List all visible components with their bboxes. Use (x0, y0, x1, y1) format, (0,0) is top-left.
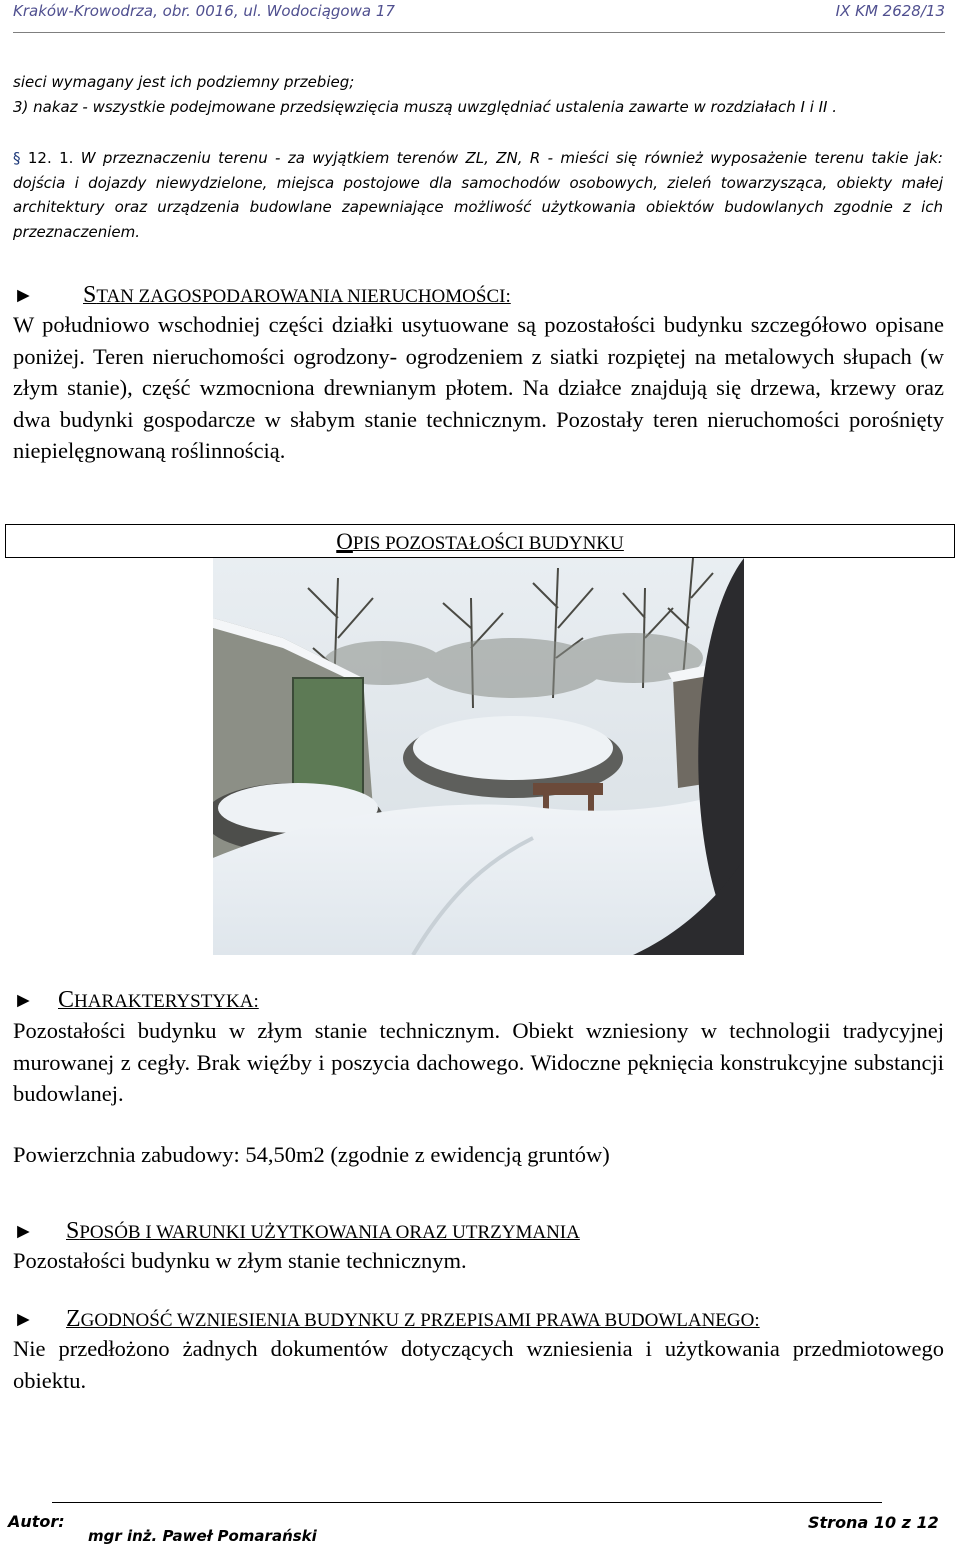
paragraph-number: 12. 1. (27, 149, 74, 167)
paragraph-text: W przeznaczeniu terenu - za wyjątkiem terenów ZL, ZN, R - mieści się również wyposażenie terenu takie jak: dojścia i dojazdy niewydzielone, miejsca postojowe dla samochodów osobowych, zieleń towarzysząca, obiekty małej architektury oraz urządzenia budowlane zapewniające możliwość użytkowania obiektów budowlanych zgodnie z ich przeznaczeniem. (13, 149, 943, 241)
section-text-charakterystyka: Pozostałości budynku w złym stanie technicznym. Obiekt wzniesiony w technologii tradycyjnej murowanej z cegły. Brak więźby i poszycia dachowego. Widoczne pęknięcia konstrukcyjne substancji budowlanej. (13, 1018, 944, 1106)
footer-author-label: Autor: (8, 1512, 65, 1531)
footer-divider (52, 1502, 882, 1503)
paragraph-mark: § (13, 149, 21, 167)
intro-line-1: sieci wymagany jest ich podziemny przebieg; (13, 73, 355, 91)
section-heading-charakterystyka (13, 985, 943, 1017)
heading-initial: S (83, 282, 97, 308)
section-text-sposob: Pozostałości budynku w złym stanie technicznym. (13, 1248, 467, 1273)
header-case-number: IX KM 2628/13 (835, 2, 945, 20)
section-heading-stan (13, 280, 943, 312)
heading-rest: GODNOŚĆ WZNIESIENIA BUDYNKU Z PRZEPISAMI PRAWA BUDOWLANEGO: (80, 1310, 760, 1331)
heading-initial: Z (66, 1306, 81, 1332)
section-text-zgodnosc: Nie przedłożono żadnych dokumentów dotyczących wzniesienia i użytkowania przedmiotowego obiektu. (13, 1336, 944, 1393)
heading-rest: POSÓB I WARUNKI UŻYTKOWANIA ORAZ UTRZYMANIA (79, 1222, 580, 1243)
page-header (13, 0, 945, 33)
photo-section-title (5, 524, 955, 558)
arrow-icon: ► (13, 1219, 34, 1243)
intro-paragraph (13, 146, 943, 244)
section-heading-zgodnosc (13, 1304, 943, 1336)
arrow-icon: ► (13, 1307, 34, 1331)
footer-page-number: Strona 10 z 12 (808, 1513, 939, 1532)
header-location: Kraków-Krowodrza, obr. 0016, ul. Wodociągowa 17 (13, 2, 395, 20)
heading-initial: S (66, 1218, 80, 1244)
heading-rest: TAN ZAGOSPODAROWANIA NIERUCHOMOŚCI: (96, 286, 511, 307)
intro-line-2: 3) nakaz - wszystkie podejmowane przedsięwzięcia muszą uwzględniać ustalenia zawarte w rozdziałach I i II . (13, 98, 838, 116)
arrow-icon: ► (13, 283, 34, 307)
arrow-icon: ► (13, 988, 34, 1012)
heading-rest: HARAKTERYSTYKA: (74, 991, 259, 1012)
building-remains-photo (213, 558, 744, 955)
heading-rest: PIS POZOSTAŁOŚCI BUDYNKU (352, 533, 624, 554)
footer-author-name: mgr inż. Paweł Pomarański (88, 1527, 317, 1545)
building-area-text: Powierzchnia zabudowy: 54,50m2 (zgodnie z ewidencją gruntów) (13, 1142, 610, 1167)
heading-initial: C (58, 987, 75, 1013)
section-heading-sposob (13, 1216, 943, 1248)
section-text-stan: W południowo wschodniej części działki usytuowane są pozostałości budynku szczegółowo opisane poniżej. Teren nieruchomości ogrodzony- ogrodzeniem z siatki rozpiętej na metalowych słupach (w złym stanie), część wzmocniona drewnianym płotem. Na działce znajdują się drzewa, krzewy oraz dwa budynki gospodarcze w słabym stanie technicznym. Pozostały teren nieruchomości porośnięty niepielęgnowaną roślinnością. (13, 312, 944, 463)
heading-initial: O (336, 529, 353, 554)
